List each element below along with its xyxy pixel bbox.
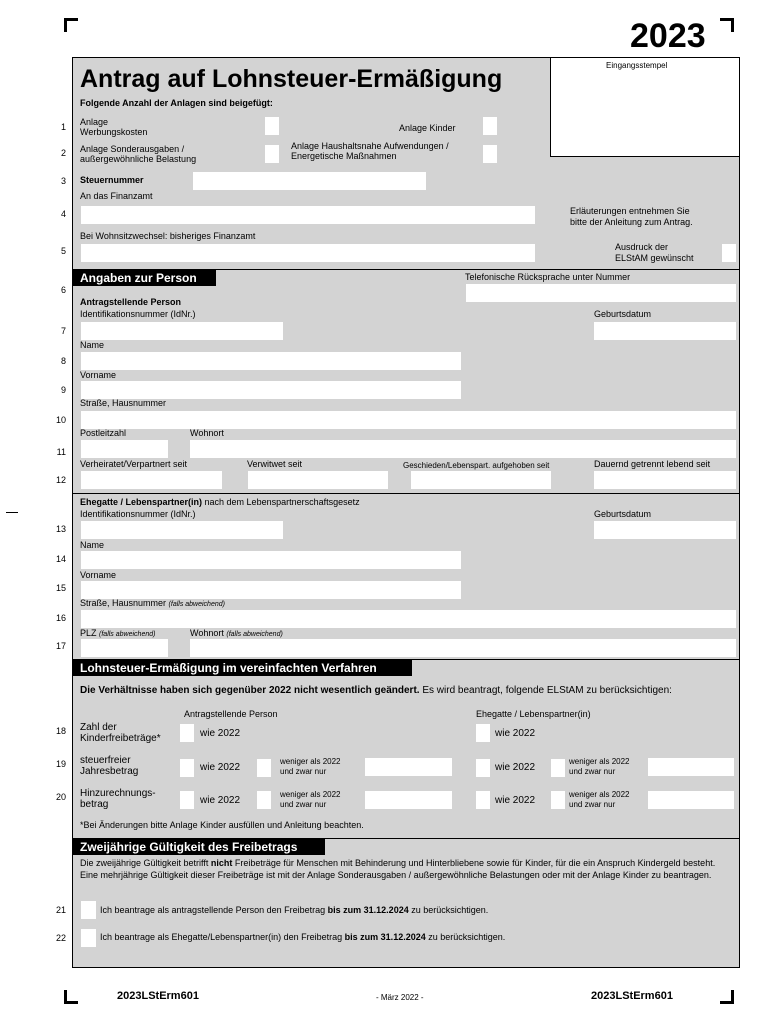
row19-ehegatte-wie2022-checkbox[interactable]: [476, 759, 490, 777]
corner-mark-bottom-left: [64, 990, 78, 1004]
row19-label: steuerfreier Jahresbetrag: [80, 755, 139, 777]
ehegatte-name-field[interactable]: [81, 551, 461, 569]
section-person-title: Angaben zur Person: [73, 270, 216, 286]
vereinfacht-intro-bold: Die Verhältnisse haben sich gegenüber 2022 nicht wesentlich geändert.: [80, 685, 420, 696]
ehegatte-strasse-text: Straße, Hausnummer: [80, 598, 167, 608]
line-number: 4: [60, 209, 66, 219]
row20-ehegatte-betrag-field[interactable]: [648, 791, 734, 809]
strasse-label: Straße, Hausnummer: [80, 398, 167, 408]
eingangsstempel-label: Eingangsstempel: [606, 61, 668, 70]
corner-mark-bottom-right: [720, 990, 734, 1004]
geburtsdatum-field[interactable]: [594, 322, 736, 340]
fold-mark: [6, 512, 18, 513]
verheiratet-field[interactable]: [81, 471, 222, 489]
row20-label: Hinzurechnungs- betrag: [80, 788, 156, 810]
anlagen-heading: Folgende Anzahl der Anlagen sind beigefügt:: [80, 98, 273, 108]
row18-ehegatte-checkbox[interactable]: [476, 724, 490, 742]
geschieden-label: Geschieden/Lebenspart. aufgehoben seit: [403, 461, 550, 470]
ehegatte-strasse-field[interactable]: [81, 610, 736, 628]
anlage-kinder-count[interactable]: [483, 117, 497, 135]
gueltigkeit-text-nicht: nicht: [210, 858, 233, 868]
eingangsstempel-box[interactable]: [550, 58, 739, 157]
line-number: 3: [60, 176, 66, 186]
row20-antrag-wie2022: wie 2022: [200, 795, 241, 806]
row22-text-b: bis zum 31.12.2024: [344, 932, 426, 942]
row21-text-c: zu berücksichtigen.: [408, 905, 489, 915]
wohnsitzwechsel-label: Bei Wohnsitzwechsel: bisheriges Finanzamt: [80, 231, 256, 241]
ehegatte-wohnort-text: Wohnort: [190, 628, 224, 638]
line-number: 5: [60, 246, 66, 256]
gueltigkeit-text: [80, 857, 734, 881]
line-number: 22: [55, 933, 66, 943]
section-vereinfacht-title: Lohnsteuer-Ermäßigung im vereinfachten Verfahren: [73, 660, 412, 676]
line-number: 20: [55, 792, 66, 802]
verheiratet-label: Verheiratet/Verpartnert seit: [80, 459, 188, 469]
line-number: 13: [55, 524, 66, 534]
falls-abweichend-note: (falls abweichend): [168, 601, 225, 608]
ehegatte-plz-text: PLZ: [80, 628, 97, 638]
verwitwet-label: Verwitwet seit: [247, 459, 303, 469]
row19-ehegatte-betrag-field[interactable]: [648, 758, 734, 776]
line-number: 2: [60, 148, 66, 158]
footer-code-left: 2023LStErm601: [117, 990, 199, 1002]
ehegatte-heading-bold: Ehegatte / Lebenspartner(in): [80, 497, 203, 507]
line-number: 6: [60, 285, 66, 295]
anlage-kinder-label: Anlage Kinder: [399, 123, 456, 133]
row21-text-b: bis zum 31.12.2024: [327, 905, 409, 915]
section-divider: [72, 493, 740, 494]
line-number: 17: [55, 641, 66, 651]
row18-ehegatte-wie2022: wie 2022: [495, 728, 536, 739]
bisheriges-finanzamt-field[interactable]: [81, 244, 535, 262]
falls-abweichend-note: (falls abweichend): [99, 631, 156, 638]
ehegatte-heading-rest: nach dem Lebenspartnerschaftsgesetz: [202, 497, 360, 507]
ehegatte-heading: [80, 497, 360, 507]
corner-mark-top-right: [720, 18, 734, 32]
row22-checkbox[interactable]: [81, 929, 96, 947]
line-number: 9: [60, 385, 66, 395]
col-antragstellende-label: Antragstellende Person: [184, 709, 278, 719]
telefon-field[interactable]: [466, 284, 736, 302]
ausdruck-elstam-label: Ausdruck der ELStAM gewünscht: [615, 242, 694, 263]
footer-code-right: 2023LStErm601: [591, 990, 673, 1002]
row20-ehegatte-weniger-label: weniger als 2022 und zwar nur: [569, 790, 630, 809]
line-number: 7: [60, 326, 66, 336]
line-number: 12: [55, 475, 66, 485]
vorname-field[interactable]: [81, 381, 461, 399]
line-number: 11: [56, 447, 66, 457]
strasse-field[interactable]: [81, 411, 736, 429]
row18-antrag-checkbox[interactable]: [180, 724, 194, 742]
footer-date: - März 2022 -: [376, 993, 424, 1002]
row19-ehegatte-wie2022: wie 2022: [495, 762, 536, 773]
wohnort-label: Wohnort: [190, 428, 224, 438]
row19-antrag-weniger-label: weniger als 2022 und zwar nur: [280, 757, 341, 776]
ehegatte-idnr-label: Identifikationsnummer (IdNr.): [80, 509, 196, 519]
anlage-haushaltsnahe-label: Anlage Haushaltsnahe Aufwendungen / Energetische Maßnahmen: [291, 141, 449, 161]
antragstellende-heading: Antragstellende Person: [80, 297, 182, 307]
vereinfacht-intro: [80, 685, 672, 696]
steuernummer-label: Steuernummer: [80, 175, 144, 185]
vereinfacht-intro-rest: Es wird beantragt, folgende ELStAM zu berücksichtigen:: [419, 685, 672, 696]
row22-text-c: zu berücksichtigen.: [425, 932, 506, 942]
corner-mark-top-left: [64, 18, 78, 32]
line-number: 8: [60, 356, 66, 366]
row20-antrag-betrag-field[interactable]: [365, 791, 452, 809]
row20-antrag-weniger-checkbox[interactable]: [257, 791, 271, 809]
gueltigkeit-text-a: Die zweijährige Gültigkeit betrifft: [80, 858, 211, 868]
idnr-label: Identifikationsnummer (IdNr.): [80, 309, 196, 319]
ausdruck-elstam-checkbox[interactable]: [722, 244, 736, 262]
line-number: 16: [55, 613, 66, 623]
kinder-footnote: *Bei Änderungen bitte Anlage Kinder ausfüllen und Anleitung beachten.: [80, 820, 364, 830]
ehegatte-idnr-field[interactable]: [81, 521, 283, 539]
row20-ehegatte-wie2022-checkbox[interactable]: [476, 791, 490, 809]
ehegatte-wohnort-field[interactable]: [190, 639, 736, 657]
name-field[interactable]: [81, 352, 461, 370]
erlaeuterungen-note: Erläuterungen entnehmen Sie bitte der Anleitung zum Antrag.: [570, 206, 693, 227]
row20-antrag-wie2022-checkbox[interactable]: [180, 791, 194, 809]
row21-text-a: Ich beantrage als antragstellende Person den Freibetrag: [100, 905, 328, 915]
section-gueltigkeit-title: Zweijährige Gültigkeit des Freibetrags: [73, 839, 325, 855]
geschieden-field[interactable]: [411, 471, 551, 489]
geburtsdatum-label: Geburtsdatum: [594, 309, 652, 319]
row19-antrag-wie2022: wie 2022: [200, 762, 241, 773]
name-label: Name: [80, 340, 105, 350]
row18-label: Zahl der Kinderfreibeträge*: [80, 722, 161, 744]
row21-checkbox[interactable]: [81, 901, 96, 919]
row19-antrag-weniger-checkbox[interactable]: [257, 759, 271, 777]
line-number: 21: [55, 905, 66, 915]
ehegatte-vorname-label: Vorname: [80, 570, 117, 580]
row20-ehegatte-wie2022: wie 2022: [495, 795, 536, 806]
row19-ehegatte-weniger-checkbox[interactable]: [551, 759, 565, 777]
getrennt-label: Dauernd getrennt lebend seit: [594, 459, 711, 469]
line-number: 18: [55, 726, 66, 736]
telefon-label: Telefonische Rücksprache unter Nummer: [465, 272, 631, 282]
row18-antrag-wie2022: wie 2022: [200, 728, 241, 739]
row21-label: [100, 905, 488, 915]
row19-antrag-betrag-field[interactable]: [365, 758, 452, 776]
ehegatte-strasse-label: [80, 598, 225, 610]
form-year: 2023: [630, 17, 706, 55]
plz-field[interactable]: [81, 440, 168, 458]
row19-antrag-wie2022-checkbox[interactable]: [180, 759, 194, 777]
row22-text-a: Ich beantrage als Ehegatte/Lebenspartner(in) den Freibetrag: [100, 932, 345, 942]
row19-ehegatte-weniger-label: weniger als 2022 und zwar nur: [569, 757, 630, 776]
line-number: 10: [55, 415, 66, 425]
gueltigkeit-text-b: Freibeträge für Menschen mit Behinderung und Hinterbliebene sowie für Kinder, für die ein Anspruch Kindergeld besteht. Eine mehrjährige Gültigkeit dieser Freibeträge ist mit der Anlage Sonderausgaben / außergewöhnliche Belastungen oder mit der Anlage Kinder zu beantragen.: [80, 858, 716, 880]
row20-ehegatte-weniger-checkbox[interactable]: [551, 791, 565, 809]
idnr-field[interactable]: [81, 322, 283, 340]
anlage-sonderausgaben-label: Anlage Sonderausgaben / außergewöhnliche Belastung: [80, 144, 197, 164]
steuernummer-field[interactable]: [193, 172, 426, 190]
verwitwet-field[interactable]: [248, 471, 388, 489]
line-number: 19: [55, 759, 66, 769]
row22-label: [100, 932, 505, 942]
row20-antrag-weniger-label: weniger als 2022 und zwar nur: [280, 790, 341, 809]
col-ehegatte-label: Ehegatte / Lebenspartner(in): [476, 709, 591, 719]
form-title: Antrag auf Lohnsteuer-Ermäßigung: [80, 65, 503, 93]
getrennt-field[interactable]: [594, 471, 736, 489]
vorname-label: Vorname: [80, 370, 117, 380]
ehegatte-geburtsdatum-label: Geburtsdatum: [594, 509, 652, 519]
anlage-werbungskosten-count[interactable]: [265, 117, 279, 135]
anlage-sonderausgaben-count[interactable]: [265, 145, 279, 163]
anlage-werbungskosten-label: Anlage Werbungskosten: [80, 117, 148, 137]
finanzamt-field[interactable]: [81, 206, 535, 224]
ehegatte-name-label: Name: [80, 540, 105, 550]
finanzamt-label: An das Finanzamt: [80, 191, 153, 201]
wohnort-field[interactable]: [190, 440, 736, 458]
line-number: 14: [55, 554, 66, 564]
line-number: 15: [55, 583, 66, 593]
falls-abweichend-note: (falls abweichend): [226, 631, 283, 638]
ehegatte-geburtsdatum-field[interactable]: [594, 521, 736, 539]
line-number: 1: [60, 122, 66, 132]
ehegatte-vorname-field[interactable]: [81, 581, 461, 599]
ehegatte-plz-field[interactable]: [81, 639, 168, 657]
anlage-haushaltsnahe-count[interactable]: [483, 145, 497, 163]
plz-label: Postleitzahl: [80, 428, 127, 438]
